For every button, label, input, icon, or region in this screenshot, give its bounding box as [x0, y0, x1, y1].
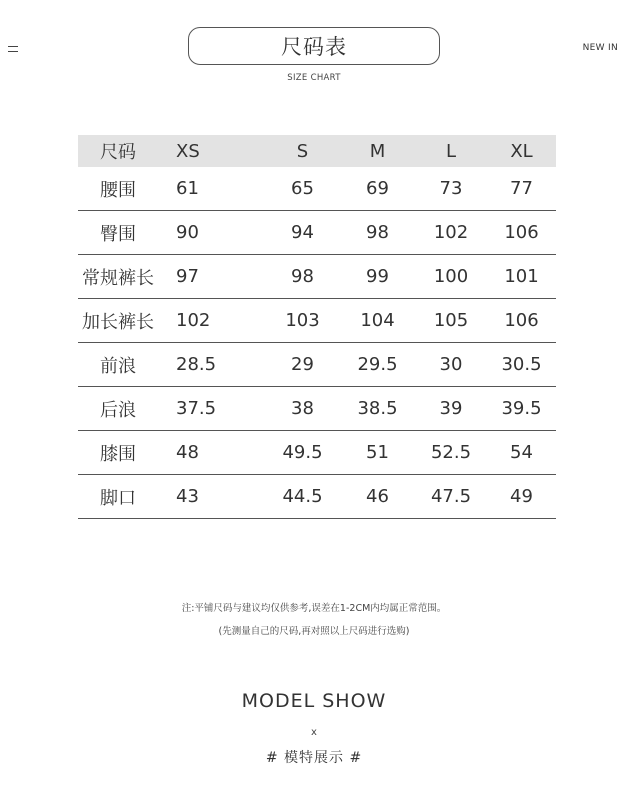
page-title: 尺码表	[188, 27, 440, 65]
table-cell: 104	[360, 310, 395, 331]
table-cell: 46	[366, 486, 389, 507]
menu-icon[interactable]	[8, 46, 18, 52]
row-label: 后浪	[100, 399, 136, 421]
table-cell: 100	[433, 266, 469, 287]
table-row	[78, 431, 556, 475]
table-cell: 43	[176, 486, 199, 507]
table-cell: 38	[291, 398, 314, 419]
model-show-heading: MODEL SHOW	[241, 690, 387, 712]
page-subtitle: SIZE CHART	[287, 73, 341, 83]
table-cell: 106	[504, 310, 539, 331]
table-cell: 37.5	[176, 398, 217, 419]
table-cell: 29.5	[357, 354, 398, 375]
column-header-xs: XS	[176, 140, 200, 162]
table-row	[78, 167, 556, 211]
measure-hint-note: (先测量自己的尺码,再对照以上尺码进行选购)	[218, 626, 410, 637]
disclaimer-note: 注:平铺尺码与建议均仅供参考,误差在1-2CM内均属正常范围。	[181, 603, 447, 614]
table-cell: 47.5	[430, 486, 472, 507]
table-header-row	[78, 135, 556, 167]
table-cell: 98	[291, 266, 314, 287]
table-cell: 97	[176, 266, 199, 287]
table-cell: 77	[510, 178, 533, 199]
row-label: 脚口	[100, 487, 136, 509]
table-cell: 103	[285, 310, 320, 331]
table-cell: 44.5	[282, 486, 323, 507]
new-in-link[interactable]: NEW IN	[582, 43, 618, 53]
table-cell: 90	[176, 222, 199, 243]
table-row	[78, 299, 556, 343]
table-cell: 61	[176, 178, 199, 199]
table-cell: 101	[504, 266, 539, 287]
table-cell: 28.5	[176, 354, 217, 375]
table-cell: 54	[510, 442, 533, 463]
table-row	[78, 475, 556, 519]
table-row	[78, 343, 556, 387]
row-label: 前浪	[100, 355, 136, 377]
column-header-xl: XL	[510, 140, 533, 162]
table-cell: 51	[366, 442, 389, 463]
row-label: 加长裤长	[82, 311, 154, 333]
table-cell: 29	[291, 354, 314, 375]
table-cell: 30	[439, 354, 463, 375]
table-cell: 52.5	[430, 442, 472, 463]
table-row	[78, 387, 556, 431]
column-header-s: S	[296, 140, 309, 162]
row-label: 腰围	[100, 179, 136, 201]
table-cell: 39	[439, 398, 463, 419]
table-cell: 49.5	[282, 442, 323, 463]
table-row	[78, 255, 556, 299]
table-cell: 39.5	[501, 398, 542, 419]
column-header-l: L	[445, 140, 457, 162]
model-show-subheading: # 模特展示 #	[265, 750, 363, 766]
table-cell: 65	[291, 178, 314, 199]
table-cell: 106	[504, 222, 539, 243]
row-label: 膝围	[100, 443, 136, 465]
table-cell: 105	[433, 310, 469, 331]
table-cell: 69	[366, 178, 389, 199]
table-cell: 48	[176, 442, 199, 463]
table-cell: 102	[433, 222, 469, 243]
table-cell: 102	[176, 310, 211, 331]
table-cell: 94	[291, 222, 314, 243]
size-chart-table	[78, 135, 556, 519]
table-cell: 73	[439, 178, 463, 199]
table-cell: 38.5	[357, 398, 398, 419]
table-cell: 98	[366, 222, 389, 243]
table-cell: 99	[366, 266, 389, 287]
table-cell: 49	[510, 486, 533, 507]
column-header-m: M	[369, 140, 386, 162]
column-header-size: 尺码	[100, 142, 136, 163]
row-label: 臀围	[100, 223, 136, 245]
table-cell: 30.5	[501, 354, 542, 375]
model-show-separator: x	[311, 727, 317, 738]
row-label: 常规裤长	[82, 267, 154, 289]
table-row	[78, 211, 556, 255]
